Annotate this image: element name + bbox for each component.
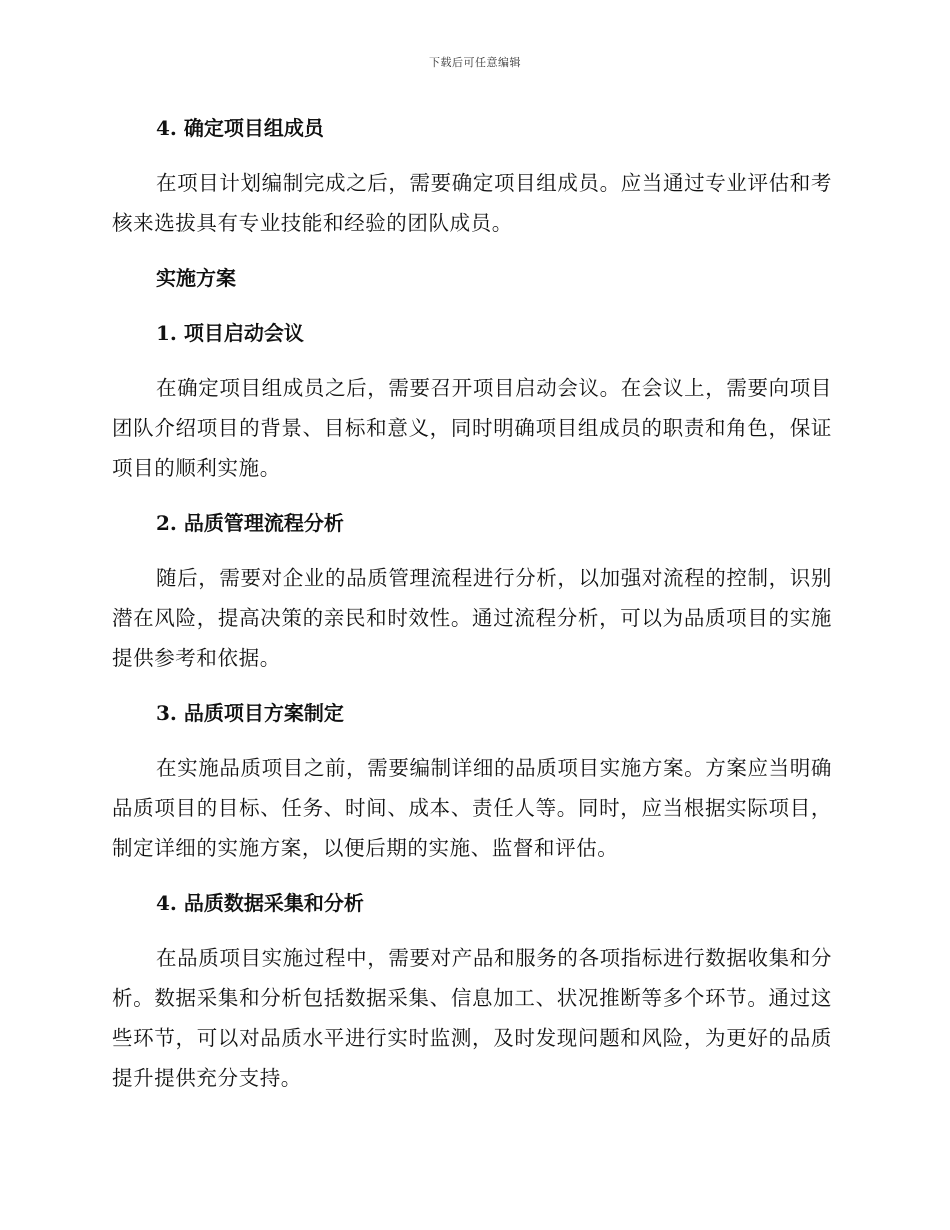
page-header: 下载后可任意编辑 xyxy=(429,56,521,69)
paragraph-process-analysis: 随后，需要对企业的品质管理流程进行分析，以加强对流程的控制，识别潜在风险，提高决策的亲民和时效性。通过流程分析，可以为品质项目的实施提供参考和依据。 xyxy=(112,566,832,670)
paragraph-plan-formulation: 在实施品质项目之前，需要编制详细的品质项目实施方案。方案应当明确品质项目的目标、任务、时间、成本、责任人等。同时，应当根据实际项目，制定详细的实施方案，以便后期的实施、监督和评估。 xyxy=(112,756,832,860)
section-heading-data-collection: 4. 品质数据采集和分析 xyxy=(156,891,364,915)
paragraph-data-collection: 在品质项目实施过程中，需要对产品和服务的各项指标进行数据收集和分析。数据采集和分析包括数据采集、信息加工、状况推断等多个环节。通过这些环节，可以对品质水平进行实时监测，及时发现问题和风险，为更好的品质提升提供充分支持。 xyxy=(112,946,832,1090)
paragraph-kickoff-meeting: 在确定项目组成员之后，需要召开项目启动会议。在会议上，需要向项目团队介绍项目的背景、目标和意义，同时明确项目组成员的职责和角色，保证项目的顺利实施。 xyxy=(112,376,832,480)
paragraph-team-members: 在项目计划编制完成之后，需要确定项目组成员。应当通过专业评估和考核来选拔具有专业技能和经验的团队成员。 xyxy=(112,171,832,235)
section-heading-kickoff-meeting: 1. 项目启动会议 xyxy=(156,321,304,345)
section-heading-team-members: 4. 确定项目组成员 xyxy=(156,116,324,140)
section-heading-process-analysis: 2. 品质管理流程分析 xyxy=(156,511,344,535)
section-heading-plan-formulation: 3. 品质项目方案制定 xyxy=(156,701,344,725)
document-body xyxy=(112,108,832,1113)
section-heading-implementation-plan: 实施方案 xyxy=(156,266,236,290)
